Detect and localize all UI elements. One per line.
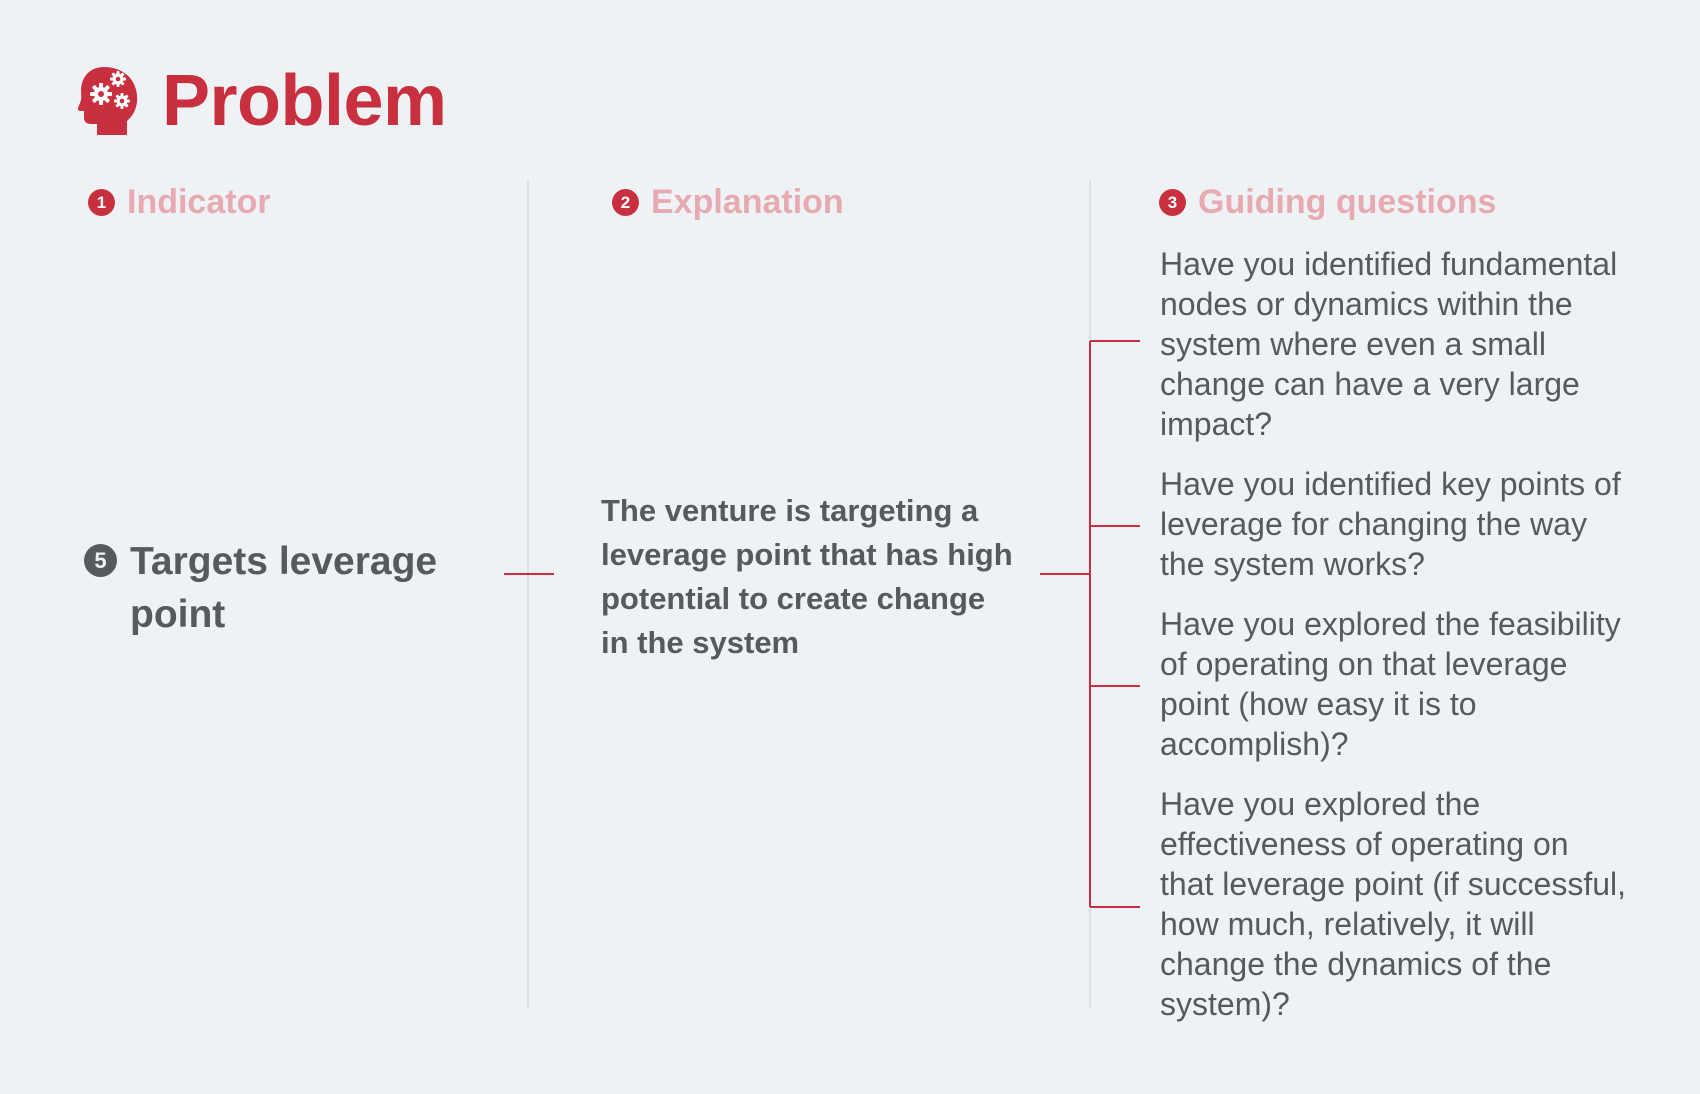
column-number-badge: 3: [1159, 189, 1186, 216]
column-header-explanation: [612, 180, 844, 224]
title-area: [78, 58, 447, 144]
explanation-text: The venture is targeting a leverage point that has high potential to create change in the system: [601, 493, 1013, 660]
indicator-number-badge: 5: [84, 544, 117, 577]
column-number-badge: 1: [88, 189, 115, 216]
column-label: Explanation: [651, 183, 844, 221]
column-number-badge: 2: [612, 189, 639, 216]
guiding-question-1: Have you identified fundamental nodes or dynamics within the system where even a small change can have a very large impact?: [1160, 246, 1618, 442]
head-gears-icon: [78, 65, 138, 137]
column-label: Guiding questions: [1198, 183, 1497, 221]
column-divider: [527, 180, 529, 1008]
guiding-question-4: Have you explored the effectiveness of operating on that leverage point (if successful, how much, relatively, it will change the dynamics of the system)?: [1160, 786, 1627, 1022]
column-header-indicator: [88, 180, 271, 224]
column-header-guiding-questions: [1159, 180, 1496, 224]
column-divider: [1089, 180, 1091, 1008]
guiding-question-2: Have you identified key points of leverage for changing the way the system works?: [1160, 466, 1621, 582]
indicator-item: [84, 535, 460, 641]
page-title: Problem: [162, 61, 447, 141]
guiding-question-3: Have you explored the feasibility of operating on that leverage point (how easy it is to accomplish)?: [1160, 606, 1621, 762]
indicator-text: Targets leverage point: [130, 540, 438, 636]
column-label: Indicator: [127, 183, 271, 221]
